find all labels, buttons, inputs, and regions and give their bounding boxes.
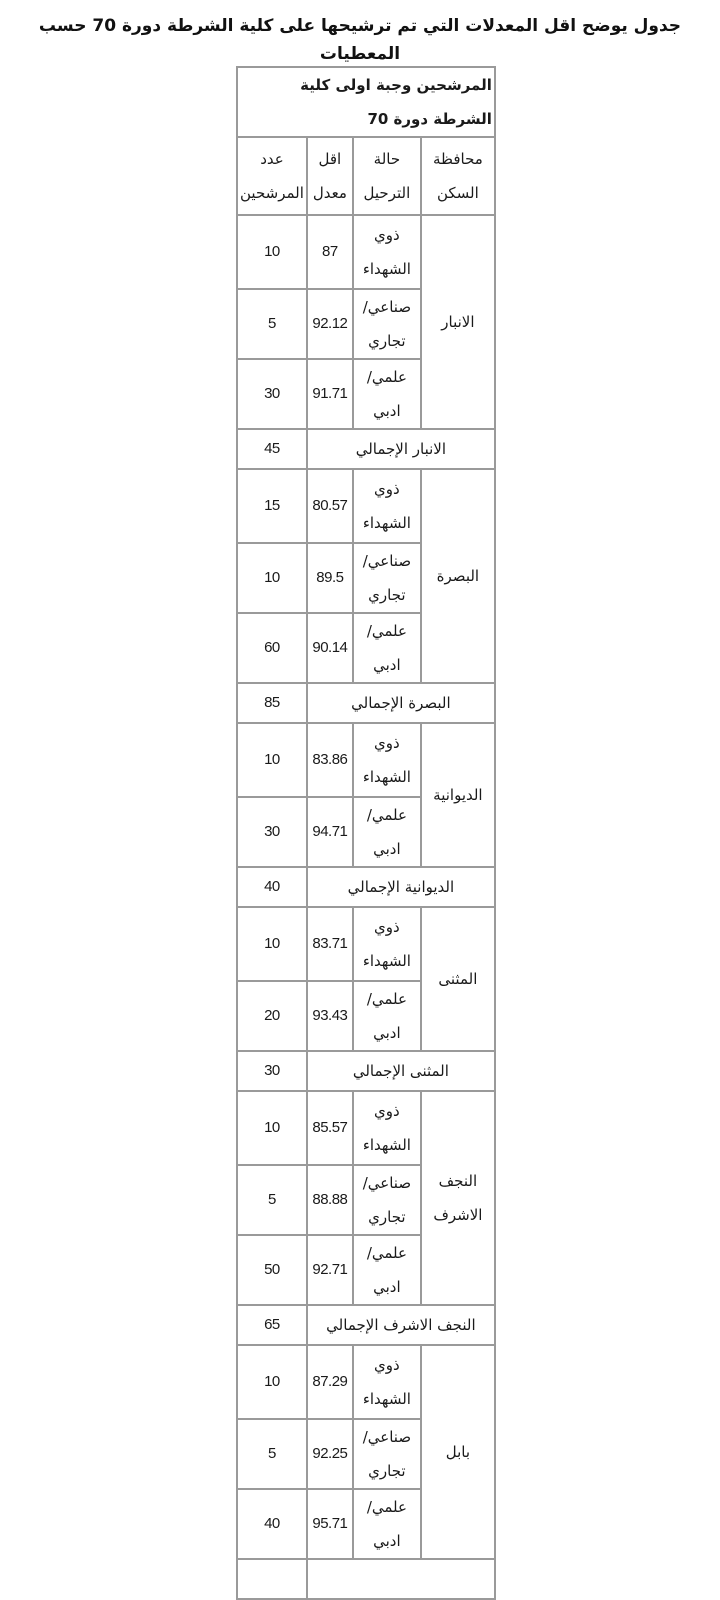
status-text: صناعي/تجاري	[362, 552, 412, 604]
min-avg-cell: 88.88	[307, 1165, 353, 1235]
header-count-line1: عدد	[260, 150, 284, 168]
count-cell: 30	[237, 359, 307, 429]
total-label-cell: الانبار الإجمالي	[307, 429, 495, 469]
status-text: ذوي	[374, 1102, 400, 1120]
governorate-cell: الديوانية	[421, 723, 495, 867]
governorate-cell: بابل	[421, 1345, 495, 1559]
header-min-avg-line2: معدل	[312, 184, 347, 202]
total-row	[237, 867, 495, 907]
status-cell	[353, 1419, 421, 1489]
total-row	[237, 1305, 495, 1345]
status-text: الشهداء	[362, 1390, 411, 1408]
min-avg-cell: 92.25	[307, 1419, 353, 1489]
header-governorate-line1: محافظة	[432, 150, 483, 168]
table-row	[237, 907, 495, 981]
status-cell	[353, 289, 421, 359]
count-cell: 10	[237, 543, 307, 613]
status-text: الشهداء	[362, 514, 411, 532]
count-cell: 15	[237, 469, 307, 543]
min-avg-cell: 89.5	[307, 543, 353, 613]
count-cell: 20	[237, 981, 307, 1051]
governorate-cell: الانبار	[421, 215, 495, 429]
min-avg-cell: 83.86	[307, 723, 353, 797]
min-avg-cell: 87.29	[307, 1345, 353, 1419]
min-avg-cell: 80.57	[307, 469, 353, 543]
count-cell: 10	[237, 723, 307, 797]
total-label-cell: الديوانية الإجمالي	[307, 867, 495, 907]
results-table	[236, 66, 496, 1600]
status-cell	[353, 981, 421, 1051]
min-avg-cell: 93.43	[307, 981, 353, 1051]
status-cell	[353, 613, 421, 683]
count-cell: 50	[237, 1235, 307, 1305]
status-cell	[353, 797, 421, 867]
status-cell	[353, 1489, 421, 1559]
status-text: ذوي	[374, 226, 400, 244]
min-avg-cell: 91.71	[307, 359, 353, 429]
header-governorate	[421, 137, 495, 215]
status-text: الشهداء	[362, 1136, 411, 1154]
status-cell	[353, 1235, 421, 1305]
table-row	[237, 723, 495, 797]
total-count-cell: 40	[237, 867, 307, 907]
status-text: ذوي	[374, 734, 400, 752]
status-text: صناعي/تجاري	[362, 1428, 412, 1480]
min-avg-cell: 90.14	[307, 613, 353, 683]
min-avg-cell: 92.71	[307, 1235, 353, 1305]
min-avg-cell: 85.57	[307, 1091, 353, 1165]
total-row	[237, 1559, 495, 1599]
total-count-cell: 30	[237, 1051, 307, 1091]
header-count	[237, 137, 307, 215]
total-count-cell: 45	[237, 429, 307, 469]
min-avg-cell: 87	[307, 215, 353, 289]
count-cell: 10	[237, 215, 307, 289]
status-text: علمي/ادبي	[366, 368, 407, 420]
count-cell: 30	[237, 797, 307, 867]
table-row	[237, 1345, 495, 1419]
status-text: الشهداء	[362, 952, 411, 970]
total-label-cell: النجف الاشرف الإجمالي	[307, 1305, 495, 1345]
min-avg-cell: 83.71	[307, 907, 353, 981]
status-cell	[353, 1345, 421, 1419]
min-avg-cell: 95.71	[307, 1489, 353, 1559]
total-row	[237, 429, 495, 469]
header-count-line2: المرشحين	[240, 184, 304, 202]
status-cell	[353, 469, 421, 543]
status-text: ذوي	[374, 480, 400, 498]
governorate-cell: النجف الاشرف	[421, 1091, 495, 1305]
count-cell: 60	[237, 613, 307, 683]
header-governorate-line2: السكن	[436, 184, 479, 202]
total-row	[237, 683, 495, 723]
status-text: علمي/ادبي	[366, 622, 407, 674]
total-count-cell: 85	[237, 683, 307, 723]
status-cell	[353, 723, 421, 797]
header-min-avg-line1: اقل	[318, 150, 342, 168]
status-text: صناعي/تجاري	[362, 1174, 412, 1226]
page-title: جدول يوضح اقل المعدلات التي تم ترشيحها على كلية الشرطة دورة 70 حسب المعطيات	[38, 16, 682, 64]
table-row	[237, 1091, 495, 1165]
status-cell	[353, 1165, 421, 1235]
total-label-cell: البصرة الإجمالي	[307, 683, 495, 723]
status-cell	[353, 359, 421, 429]
governorate-cell: البصرة	[421, 469, 495, 683]
status-text: علمي/ادبي	[366, 1244, 407, 1296]
status-text: علمي/ادبي	[366, 806, 407, 858]
header-status: حالة الترحيل	[353, 137, 421, 215]
status-text: ذوي	[374, 918, 400, 936]
count-cell: 5	[237, 1165, 307, 1235]
caption-row	[237, 67, 495, 137]
total-label-cell: المثنى الإجمالي	[307, 1051, 495, 1091]
count-cell: 5	[237, 1419, 307, 1489]
table-row	[237, 469, 495, 543]
status-cell	[353, 907, 421, 981]
status-text: علمي/ادبي	[366, 1498, 407, 1550]
count-cell: 10	[237, 1345, 307, 1419]
status-text: ذوي	[374, 1356, 400, 1374]
total-count-cell	[237, 1559, 307, 1599]
status-text: علمي/ادبي	[366, 990, 407, 1042]
total-count-cell: 65	[237, 1305, 307, 1345]
status-text: الشهداء	[362, 768, 411, 786]
status-cell	[353, 1091, 421, 1165]
count-cell: 40	[237, 1489, 307, 1559]
total-label-cell	[307, 1559, 495, 1599]
status-text: الشهداء	[362, 260, 411, 278]
table-row	[237, 215, 495, 289]
header-min-avg	[307, 137, 353, 215]
count-cell: 10	[237, 1091, 307, 1165]
total-row	[237, 1051, 495, 1091]
status-cell	[353, 543, 421, 613]
count-cell: 5	[237, 289, 307, 359]
header-row	[237, 137, 495, 215]
table-caption: المرشحين وجبة اولى كلية الشرطة دورة 70	[237, 67, 495, 137]
status-cell	[353, 215, 421, 289]
min-avg-cell: 92.12	[307, 289, 353, 359]
governorate-cell: المثنى	[421, 907, 495, 1051]
count-cell: 10	[237, 907, 307, 981]
status-text: صناعي/تجاري	[362, 298, 412, 350]
min-avg-cell: 94.71	[307, 797, 353, 867]
